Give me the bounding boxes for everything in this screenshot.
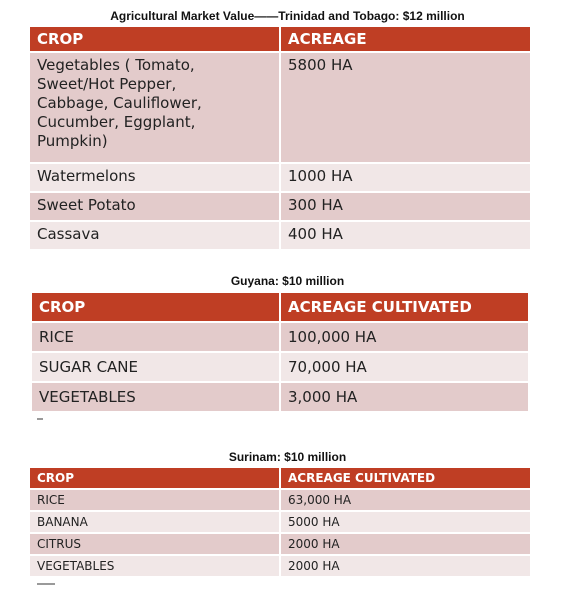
acreage-cell: 2000 HA — [280, 533, 530, 555]
table-row — [30, 163, 530, 192]
crop-cell: Cassava — [30, 221, 280, 250]
acreage-cell: 100,000 HA — [280, 322, 528, 352]
table-row — [30, 192, 530, 221]
table-row — [30, 489, 530, 511]
guyana-crop-table — [32, 293, 528, 413]
table-row — [30, 555, 530, 577]
crop-cell: VEGETABLES — [32, 382, 280, 412]
table-header-row — [32, 293, 528, 322]
crop-cell: Vegetables ( Tomato, Sweet/Hot Pepper, Cabbage, Cauliflower, Cucumber, Eggplant, Pumpkin) — [30, 52, 280, 163]
crop-cell: Sweet Potato — [30, 192, 280, 221]
crop-cell: SUGAR CANE — [32, 352, 280, 382]
stray-mark — [37, 583, 55, 585]
crop-column-header: CROP — [30, 27, 280, 52]
table-row — [32, 352, 528, 382]
guyana-title: Guyana: $10 million — [230, 274, 345, 288]
acreage-cell: 300 HA — [280, 192, 530, 221]
acreage-column-header: ACREAGE — [280, 27, 530, 52]
acreage-cell: 400 HA — [280, 221, 530, 250]
acreage-cell: 5800 HA — [280, 52, 530, 163]
acreage-column-header: ACREAGE CULTIVATED — [280, 468, 530, 489]
table-header-row — [30, 27, 530, 52]
crop-column-header: CROP — [30, 468, 280, 489]
crop-column-header: CROP — [32, 293, 280, 322]
table-row — [32, 382, 528, 412]
surinam-title: Surinam: $10 million — [228, 450, 347, 464]
acreage-cell: 70,000 HA — [280, 352, 528, 382]
acreage-cell: 3,000 HA — [280, 382, 528, 412]
acreage-cell: 5000 HA — [280, 511, 530, 533]
table-row — [30, 511, 530, 533]
table-row — [30, 221, 530, 250]
trinidad-tobago-title: Agricultural Market Value——Trinidad and Tobago: $12 million — [110, 9, 465, 23]
crop-cell: VEGETABLES — [30, 555, 280, 577]
table-row — [30, 52, 530, 163]
crop-cell: BANANA — [30, 511, 280, 533]
surinam-crop-table — [30, 468, 530, 578]
crop-cell: CITRUS — [30, 533, 280, 555]
acreage-cell: 2000 HA — [280, 555, 530, 577]
crop-cell: Watermelons — [30, 163, 280, 192]
acreage-cell: 63,000 HA — [280, 489, 530, 511]
stray-mark — [37, 418, 43, 420]
table-row — [32, 322, 528, 352]
crop-cell: RICE — [32, 322, 280, 352]
acreage-cell: 1000 HA — [280, 163, 530, 192]
acreage-column-header: ACREAGE CULTIVATED — [280, 293, 528, 322]
table-row — [30, 533, 530, 555]
trinidad-tobago-crop-table — [30, 27, 530, 251]
crop-cell: RICE — [30, 489, 280, 511]
table-header-row — [30, 468, 530, 489]
